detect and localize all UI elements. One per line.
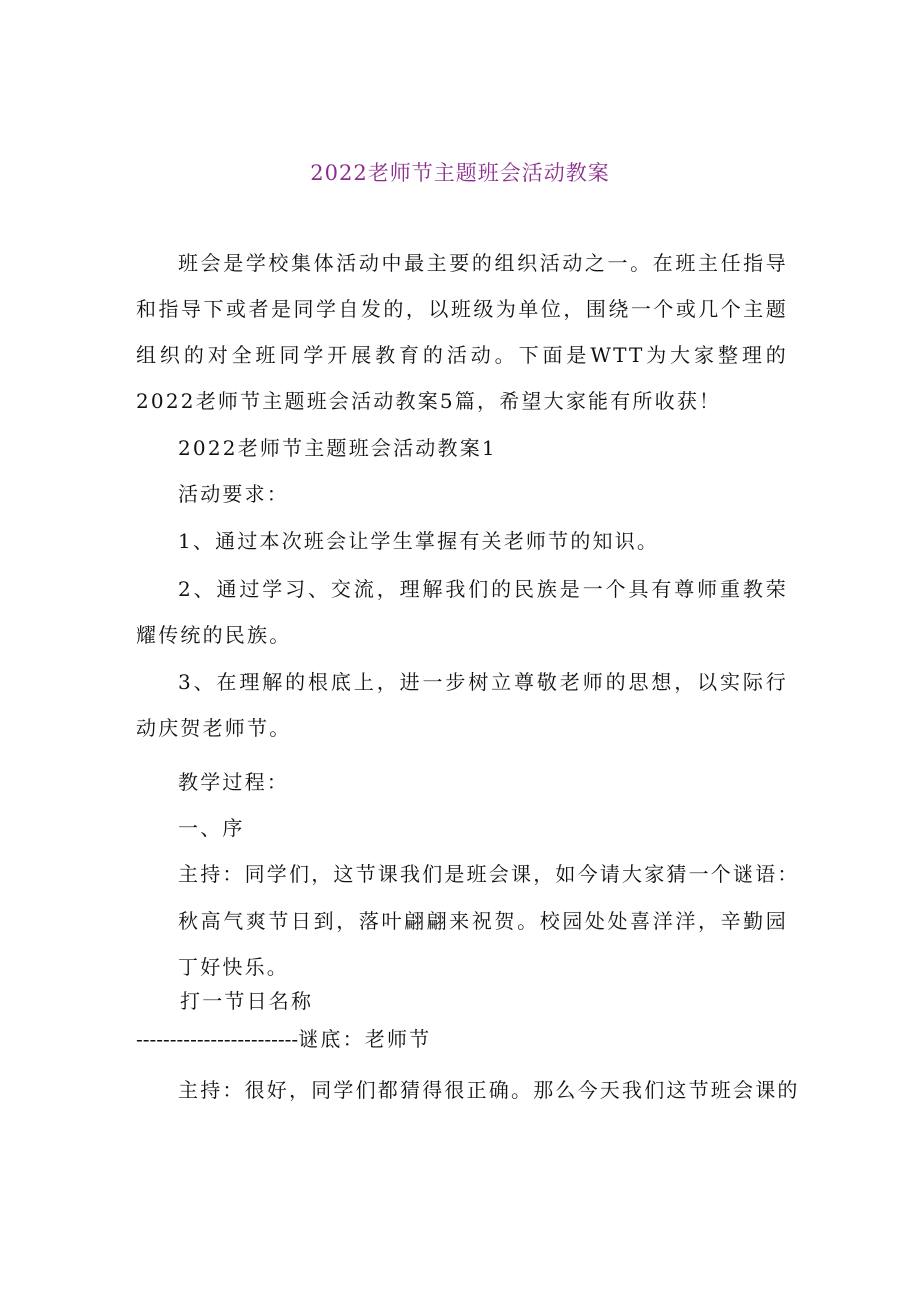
requirement-item: 3、在理解的根底上，进一步树立尊敬老师的思想，以实际行动庆贺老师节。 bbox=[136, 670, 788, 740]
answer-text: 谜底：老师节 bbox=[298, 1027, 432, 1051]
riddle-hint: 打一节日名称 bbox=[180, 989, 314, 1013]
intro-paragraph: 班会是学校集体活动中最主要的组织活动之一。在班主任指导和指导下或者是同学自发的，以班级为单位，围绕一个或几个主题组织的对全班同学开展教育的活动。下面是WTT为大家整理的2022老师节主题班会活动教案5篇，希望大家能有所收获！ bbox=[136, 251, 788, 413]
answer-dashes: ------------------------ bbox=[136, 1027, 299, 1051]
requirements-heading: 活动要求： bbox=[178, 482, 289, 506]
riddle-answer-line bbox=[136, 1024, 431, 1054]
riddle-text: 秋高气爽节日到，落叶翩翩来祝贺。校园处处喜洋洋，辛勤园丁好快乐。 bbox=[178, 909, 788, 979]
step-heading: 一、序 bbox=[178, 816, 245, 840]
requirement-item: 1、通过本次班会让学生掌握有关老师节的知识。 bbox=[178, 529, 660, 553]
section-heading: 2022老师节主题班会活动教案1 bbox=[178, 436, 497, 460]
requirement-item: 2、通过学习、交流，理解我们的民族是一个具有尊师重教荣耀传统的民族。 bbox=[136, 577, 788, 647]
process-heading: 教学过程： bbox=[178, 770, 289, 794]
host-line: 主持：很好，同学们都猜得很正确。那么今天我们这节班会课的 bbox=[178, 1078, 800, 1102]
host-line: 主持：同学们，这节课我们是班会课，如今请大家猜一个谜语： bbox=[178, 862, 800, 886]
document-title: 2022老师节主题班会活动教案 bbox=[310, 161, 610, 185]
